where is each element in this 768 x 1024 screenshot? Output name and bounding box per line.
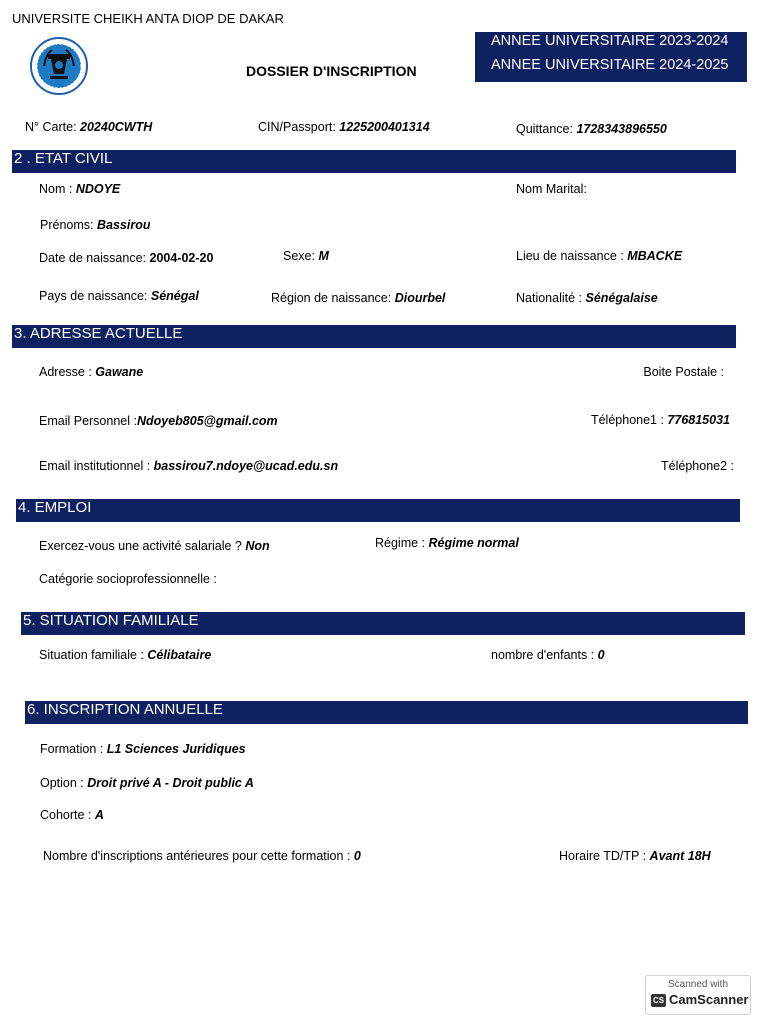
quittance-value: 1728343896550 [576,122,667,136]
academic-year-1: ANNEE UNIVERSITAIRE 2023-2024 [491,33,729,49]
formation-label: Formation : [40,742,107,756]
adresse-value: Gawane [95,365,144,379]
situation-value: Célibataire [147,648,212,662]
email-institutionnel-field [39,459,338,473]
section-emploi-heading: 4. EMPLOI [16,499,740,522]
option-label: Option : [40,776,88,790]
dob-value: 2004-02-20 [149,251,214,265]
document-title: DOSSIER D'INSCRIPTION [246,63,417,79]
sexe-field [283,249,329,263]
nom-field [39,182,120,196]
activite-salariale-field [39,539,270,553]
pays-value: Sénégal [150,289,199,303]
region-naissance-field [271,291,445,305]
adresse-field [39,365,143,379]
lieu-value: MBACKE [627,249,683,263]
cin-label: CIN/Passport: [258,120,340,134]
boite-postale-label: Boite Postale : [643,365,724,379]
nationalite-label: Nationalité : [516,291,586,305]
sexe-label: Sexe: [283,249,319,263]
email-institutionnel-label: Email institutionnel : [39,459,154,473]
cohorte-field [40,808,104,822]
telephone1-field [591,413,730,427]
card-number-value: 20240CWTH [80,120,153,134]
prenoms-value: Bassirou [96,218,151,232]
categorie-socioprofessionnelle-label: Catégorie socioprofessionnelle : [39,572,217,586]
watermark-line1: Scanned with [667,979,729,990]
horaire-field [559,849,711,863]
lieu-label: Lieu de naissance : [516,249,628,263]
lieu-naissance-field [516,249,682,263]
nationalite-field [516,291,658,305]
university-name: UNIVERSITE CHEIKH ANTA DIOP DE DAKAR [12,11,284,26]
regime-value: Régime normal [428,536,519,550]
formation-value: L1 Sciences Juridiques [106,742,246,756]
cin-value: 1225200401314 [339,120,430,134]
adresse-label: Adresse : [39,365,96,379]
region-value: Diourbel [394,291,446,305]
activite-label: Exercez-vous une activité salariale ? [39,539,246,553]
option-field [40,776,254,790]
card-number-label: N° Carte: [25,120,81,134]
email-institutionnel-value: bassirou7.ndoye@ucad.edu.sn [153,459,339,473]
section-inscription-heading: 6. INSCRIPTION ANNUELLE [25,701,748,724]
section-famille-heading: 5. SITUATION FAMILIALE [21,612,745,635]
option-value: Droit privé A - Droit public A [87,776,254,790]
region-label: Région de naissance: [271,291,395,305]
inscriptions-anterieures-field [43,849,361,863]
nom-value: NDOYE [75,182,121,196]
telephone2-label: Téléphone2 : [661,459,734,473]
dob-field [39,251,213,265]
university-logo-icon [24,36,94,96]
enfants-label: nombre d'enfants : [491,648,598,662]
camscanner-icon: CS [652,996,665,1005]
regime-field [375,536,519,550]
academic-year-2: ANNEE UNIVERSITAIRE 2024-2025 [491,57,729,73]
telephone1-value: 776815031 [667,413,730,427]
academic-year-box [475,32,747,82]
camscanner-watermark [645,975,751,1015]
dob-label: Date de naissance: [39,251,150,265]
quittance-label: Quittance: [516,122,577,136]
cohorte-value: A [94,808,104,822]
horaire-label: Horaire TD/TP : [559,849,650,863]
activite-value: Non [245,539,270,553]
sexe-value: M [318,249,329,263]
cohorte-label: Cohorte : [40,808,95,822]
anterieures-value: 0 [353,849,361,863]
anterieures-label: Nombre d'inscriptions antérieures pour cette formation : [43,849,354,863]
cin-passport [258,120,430,134]
quittance [516,122,667,136]
horaire-value: Avant 18H [649,849,711,863]
nom-label: Nom : [39,182,76,196]
email-personnel-value: Ndoyeb805@gmail.com [136,414,278,428]
nom-marital-label: Nom Marital: [516,182,587,196]
pays-label: Pays de naissance: [39,289,151,303]
email-personnel-label: Email Personnel : [39,414,137,428]
formation-field [40,742,246,756]
enfants-value: 0 [597,648,605,662]
prenoms-field [40,218,150,232]
section-etat-civil-heading: 2 . ETAT CIVIL [12,150,736,173]
telephone1-label: Téléphone1 : [590,413,668,427]
prenoms-label: Prénoms: [40,218,97,232]
nombre-enfants-field [491,648,605,662]
regime-label: Régime : [375,536,429,550]
watermark-line2: CamScanner [669,992,749,1007]
section-adresse-heading: 3. ADRESSE ACTUELLE [12,325,736,348]
situation-familiale-field [39,648,211,662]
nationalite-value: Sénégalaise [585,291,658,305]
card-number [25,120,152,134]
pays-naissance-field [39,289,199,303]
email-personnel-field [39,414,278,428]
situation-label: Situation familiale : [39,648,148,662]
